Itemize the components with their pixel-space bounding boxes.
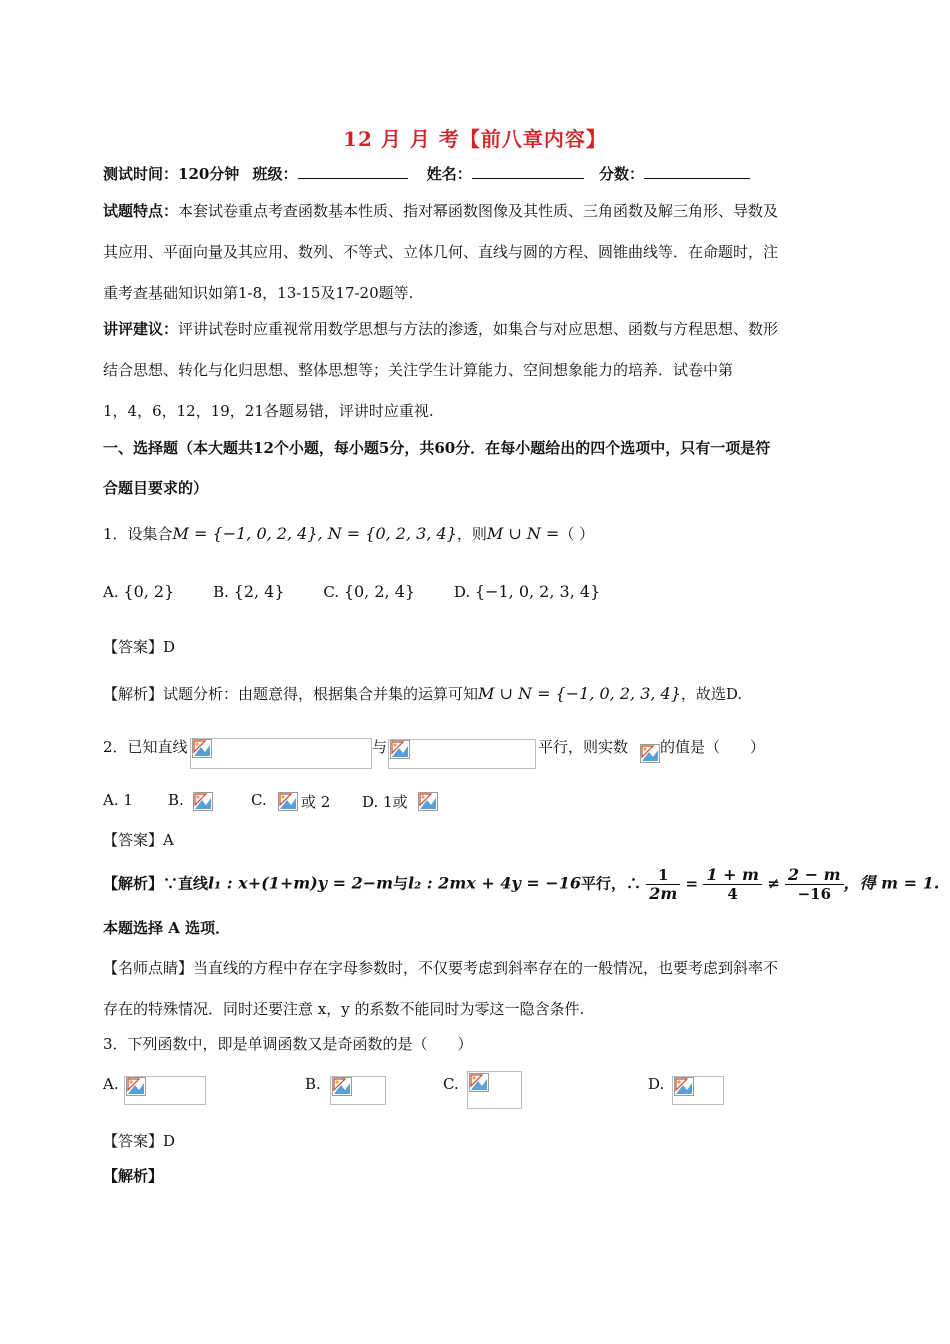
- name-blank[interactable]: [472, 164, 584, 179]
- advice-line-3: 1，4，6，12，19，21各题易错，评讲时应重视.: [103, 402, 434, 420]
- class-label: 班级：: [252, 165, 298, 183]
- option-b[interactable]: B. {2, 4}: [213, 582, 285, 601]
- question-2-answer: 【答案】A: [103, 831, 174, 849]
- teacher-note-line-1: 【名师点睛】当直线的方程中存在字母参数时，不仅要考虑到斜率存在的一般情况，也要考虑到斜率不: [103, 959, 779, 977]
- fraction-2: $\frac{1 + m}{4}$: [703, 866, 762, 903]
- line-1-equation-image: [190, 738, 372, 769]
- question-1-stem: 1．设集合M = {−1, 0, 2, 4}, N = {0, 2, 3, 4}，则M ∪ N =（ ）: [103, 524, 595, 543]
- broken-image-icon: [418, 792, 438, 811]
- features-line-2: 其应用、平面向量及其应用、数列、不等式、立体几何、直线与圆的方程、圆锥曲线等．在命题时，注: [103, 243, 779, 261]
- question-3-analysis: 【解析】: [103, 1167, 164, 1185]
- score-label: 分数：: [599, 165, 645, 183]
- broken-image-icon: [640, 744, 660, 763]
- q2-option-d[interactable]: D. 1或: [362, 793, 408, 811]
- fraction-1: $\frac{1}{2m}$: [646, 866, 680, 903]
- q3-option-a[interactable]: A.: [103, 1075, 119, 1093]
- advice-line-2: 结合思想、转化与化归思想、整体思想等；关注学生计算能力、空间想象能力的培养．试卷中第: [103, 361, 734, 379]
- fraction-3: $\frac{2 - m}{-16}$: [785, 866, 844, 903]
- class-blank[interactable]: [298, 164, 408, 179]
- question-3-answer: 【答案】D: [103, 1132, 176, 1150]
- q2-option-c[interactable]: C.: [251, 791, 267, 809]
- broken-image-icon: [390, 740, 410, 759]
- q2-option-b[interactable]: B.: [168, 791, 184, 809]
- q2-option-a[interactable]: A. 1: [103, 791, 133, 809]
- teacher-note-line-2: 存在的特殊情况．同时还要注意 x，y 的系数不能同时为零这一隐含条件.: [103, 1000, 585, 1018]
- broken-image-icon: [126, 1077, 146, 1096]
- question-3-stem: 3．下列函数中，即是单调函数又是奇函数的是（ ）: [103, 1035, 473, 1053]
- question-1-options: [103, 582, 600, 601]
- question-2-analysis: 【解析】∵直线l₁ : x+(1+m)y = 2−m与l₂ : 2mx + 4y = −16平行，∴ $\frac{1}{2m}$ = $\frac{1 + m}{4}$ ≠ $\frac{2 - m}{-16}$ ，得 m = 1.: [103, 865, 940, 903]
- broken-image-icon: [192, 739, 212, 758]
- q3-option-b[interactable]: B.: [305, 1075, 321, 1093]
- advice-line-1: 讲评建议：评讲试卷时应重视常用数学思想与方法的渗透，如集合与对应思想、函数与方程思想、数形: [103, 320, 779, 338]
- broken-image-icon: [332, 1077, 352, 1096]
- test-info-line: [103, 163, 750, 184]
- section-heading-line-1: 一、选择题（本大题共12个小题，每小题5分，共60分．在每小题给出的四个选项中，只有一项是符: [103, 439, 771, 457]
- broken-image-icon: [278, 792, 298, 811]
- broken-image-icon: [193, 792, 213, 811]
- line-2-equation-image: [388, 739, 536, 769]
- broken-image-icon: [674, 1077, 694, 1096]
- option-d[interactable]: D. {−1, 0, 2, 3, 4}: [453, 582, 601, 601]
- question-1-analysis: 【解析】试题分析：由题意得，根据集合并集的运算可知M ∪ N = {−1, 0, 2, 3, 4}，故选D.: [103, 684, 743, 703]
- features-line-1: 试题特点：本套试卷重点考查函数基本性质、指对幂函数图像及其性质、三角函数及解三角形、导数及: [103, 202, 779, 220]
- union-expr: M ∪ N =: [486, 524, 560, 543]
- set-m: M = {−1, 0, 2, 4}: [172, 524, 318, 543]
- score-blank[interactable]: [644, 164, 750, 179]
- set-n: , N = {0, 2, 3, 4}: [317, 524, 457, 543]
- section-heading-line-2: 合题目要求的）: [103, 479, 209, 497]
- q3-option-c[interactable]: C.: [443, 1075, 459, 1093]
- q3-option-d[interactable]: D.: [648, 1075, 665, 1093]
- time-label: 测试时间：120分钟: [103, 165, 240, 183]
- question-1-answer: 【答案】D: [103, 638, 176, 656]
- advice-label: 讲评建议：: [103, 320, 179, 338]
- option-a[interactable]: A. {0, 2}: [103, 582, 175, 601]
- features-line-3: 重考查基础知识如第1-8，13-15及17-20题等.: [103, 284, 414, 302]
- question-2-select: 本题选择 A 选项．: [103, 919, 231, 937]
- question-2-stem-prefix: 2．已知直线: [103, 738, 188, 756]
- option-c[interactable]: C. {0, 2, 4}: [323, 582, 416, 601]
- page-title: 12 月 月 考【前八章内容】: [343, 127, 607, 151]
- name-label: 姓名：: [426, 165, 472, 183]
- features-label: 试题特点：: [103, 202, 179, 220]
- broken-image-icon: [469, 1073, 489, 1092]
